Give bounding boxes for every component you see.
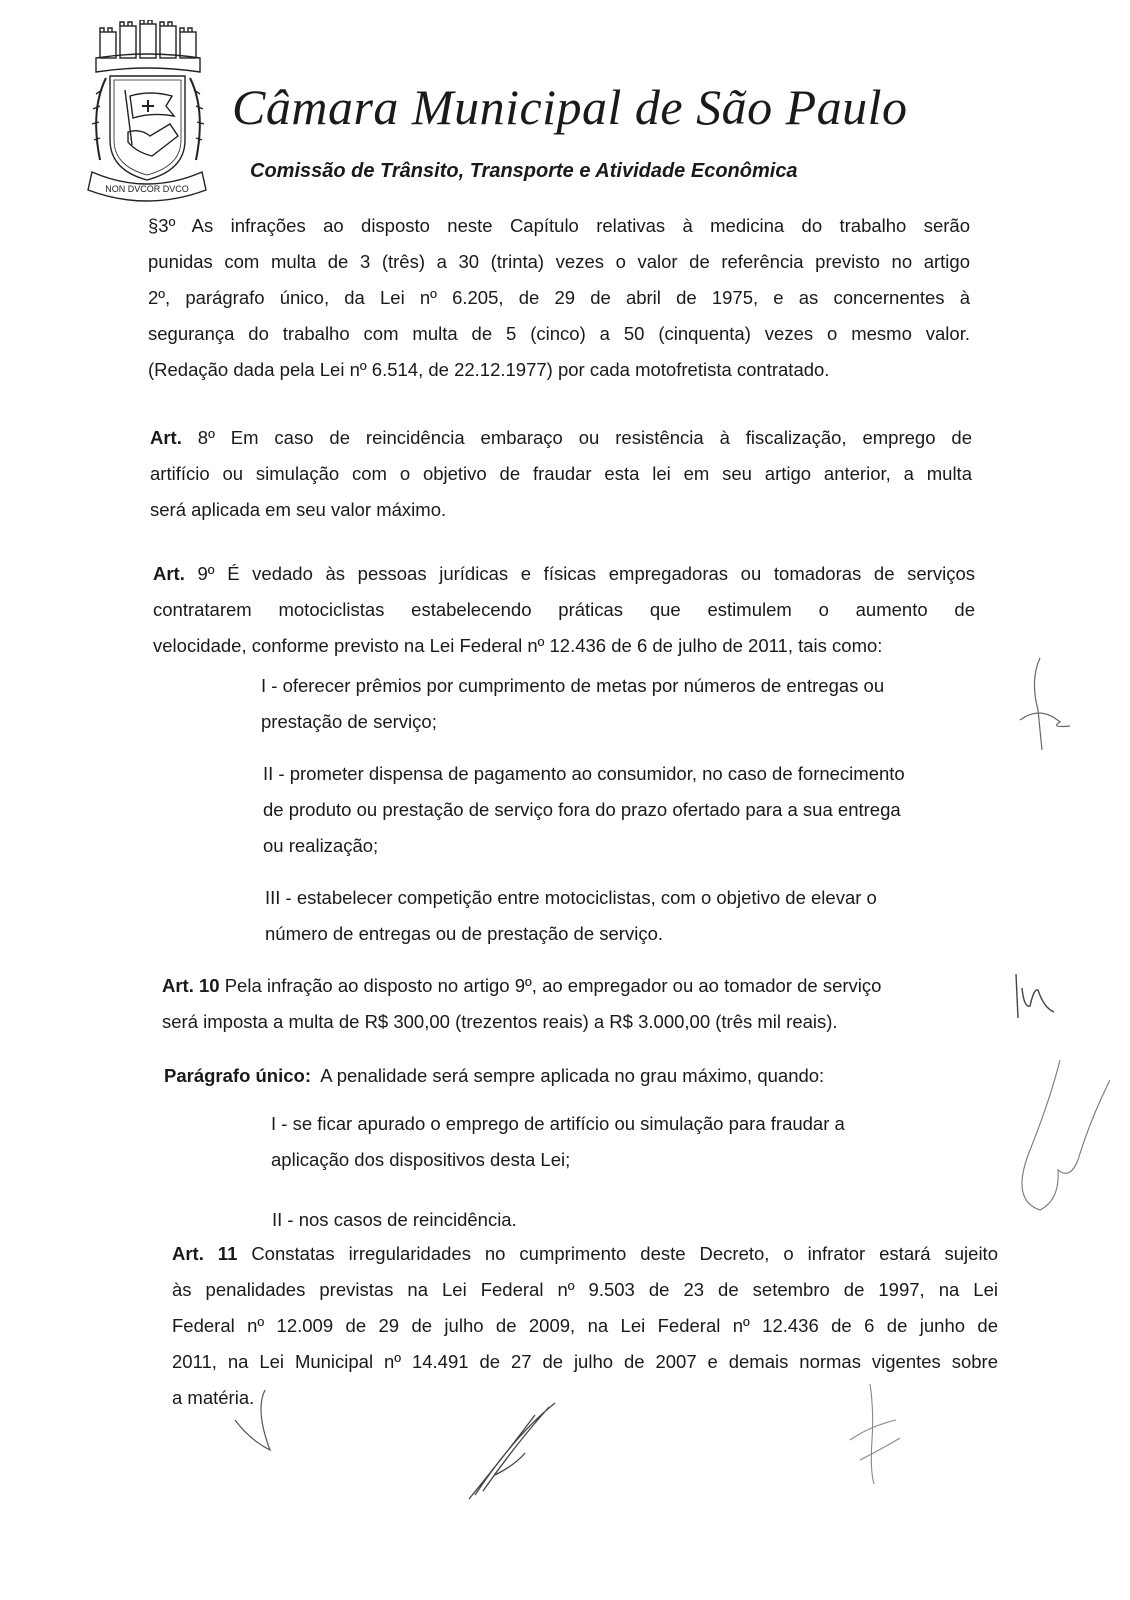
item-number: I	[271, 1113, 277, 1134]
handwritten-initials-icon	[840, 1380, 920, 1490]
handwritten-mark-icon	[225, 1390, 295, 1460]
article-label: Art.	[153, 563, 185, 584]
text-line: aplicação dos dispositivos desta Lei;	[271, 1149, 571, 1170]
text-line: Federal nº 12.009 de 29 de julho de 2009, na Lei Federal nº 12.436 de 6 de junho de	[172, 1315, 998, 1336]
text-line: (Redação dada pela Lei nº 6.514, de 22.12.1977) por cada motofretista contratado.	[148, 359, 830, 380]
text-fragment: - nos casos de reincidência.	[282, 1209, 517, 1230]
coat-of-arms-icon	[80, 20, 215, 205]
text-line: às penalidades previstas na Lei Federal nº 9.503 de 23 de setembro de 1997, na Lei	[172, 1279, 998, 1300]
text-line: de produto ou prestação de serviço fora do prazo ofertado para a sua entrega	[263, 799, 901, 820]
text-fragment: A penalidade será sempre aplicada no grau máximo, quando:	[311, 1065, 825, 1086]
text-line	[261, 675, 884, 696]
text-fragment: 9º É vedado às pessoas jurídicas e físicas empregadoras ou tomadoras de serviços	[184, 563, 975, 584]
text-line: §3º As infrações ao disposto neste Capítulo relativas à medicina do trabalho serão	[148, 215, 970, 236]
text-line	[150, 420, 972, 456]
paragraph-label: Parágrafo único:	[164, 1065, 311, 1086]
article-9	[153, 556, 975, 664]
text-line: 2011, na Lei Municipal nº 14.491 de 27 de julho de 2007 e demais normas vigentes sobre	[172, 1351, 998, 1372]
item-number: II	[263, 763, 274, 784]
item-number: III	[265, 887, 281, 908]
text-line	[164, 1058, 984, 1094]
item-number: II	[272, 1209, 283, 1230]
commission-subtitle: Comissão de Trânsito, Transporte e Atividade Econômica	[250, 160, 798, 182]
text-line	[153, 556, 975, 592]
item-number: I	[261, 675, 267, 696]
article-label: Art.	[150, 427, 182, 448]
paragrafo-unico	[164, 1058, 984, 1094]
text-line: contratarem motociclistas estabelecendo práticas que estimulem o aumento de	[153, 599, 975, 620]
institution-title: Câmara Municipal de São Paulo	[232, 79, 908, 135]
handwritten-signature-icon	[455, 1395, 565, 1505]
article-8	[150, 420, 972, 528]
text-line: número de entregas ou de prestação de serviço.	[265, 923, 663, 944]
text-fragment: - se ficar apurado o emprego de artifício ou simulação para fraudar a	[276, 1113, 845, 1134]
text-line: velocidade, conforme previsto na Lei Federal nº 12.436 de 6 de julho de 2011, tais como:	[153, 635, 883, 656]
article-9-item-2	[263, 756, 983, 864]
article-9-item-1	[261, 668, 961, 740]
text-fragment: - estabelecer competição entre motociclistas, com o objetivo de elevar o	[280, 887, 877, 908]
handwritten-initials-icon	[1000, 650, 1080, 760]
text-line: prestação de serviço;	[261, 711, 437, 732]
article-label: Art. 11	[172, 1243, 238, 1264]
paragrafo-unico-item-1	[271, 1106, 971, 1178]
text-line	[172, 1236, 998, 1272]
text-line: artifício ou simulação com o objetivo de fraudar esta lei em seu artigo anterior, a multa	[150, 463, 972, 484]
text-line	[272, 1209, 517, 1230]
text-fragment: - oferecer prêmios por cumprimento de metas por números de entregas ou	[266, 675, 885, 696]
paragraph-3	[148, 208, 970, 388]
seal-motto: NON DVCOR DVCO	[105, 184, 189, 194]
text-fragment: 8º Em caso de reincidência embaraço ou resistência à fiscalização, emprego de	[181, 427, 972, 448]
text-line: 2º, parágrafo único, da Lei nº 6.205, de 29 de abril de 1975, e as concernentes à	[148, 287, 970, 308]
text-fragment: - prometer dispensa de pagamento ao consumidor, no caso de fornecimento	[273, 763, 905, 784]
text-line: ou realização;	[263, 835, 379, 856]
text-fragment: Pela infração ao disposto no artigo 9º, ao empregador ou ao tomador de serviço	[219, 975, 882, 996]
text-line: a matéria.	[172, 1387, 255, 1408]
text-fragment: Constatas irregularidades no cumprimento deste Decreto, o infrator estará sujeito	[237, 1243, 998, 1264]
text-line: segurança do trabalho com multa de 5 (cinco) a 50 (cinquenta) vezes o mesmo valor.	[148, 323, 970, 344]
text-line	[265, 887, 877, 908]
article-10	[162, 968, 982, 1040]
article-label: Art. 10	[162, 975, 220, 996]
article-9-item-3	[265, 880, 965, 952]
text-line	[162, 968, 982, 1004]
text-line: será imposta a multa de R$ 300,00 (trezentos reais) a R$ 3.000,00 (três mil reais).	[162, 1011, 838, 1032]
text-line	[271, 1113, 845, 1134]
text-line: punidas com multa de 3 (três) a 30 (trinta) vezes o valor de referência previsto no artigo	[148, 251, 970, 272]
coat-of-arms-seal	[80, 20, 215, 205]
handwritten-signature-icon	[1000, 1060, 1110, 1230]
paragrafo-unico-item-2	[272, 1202, 672, 1238]
text-line	[263, 763, 905, 784]
handwritten-initials-icon	[1008, 968, 1068, 1028]
text-line: será aplicada em seu valor máximo.	[150, 499, 447, 520]
